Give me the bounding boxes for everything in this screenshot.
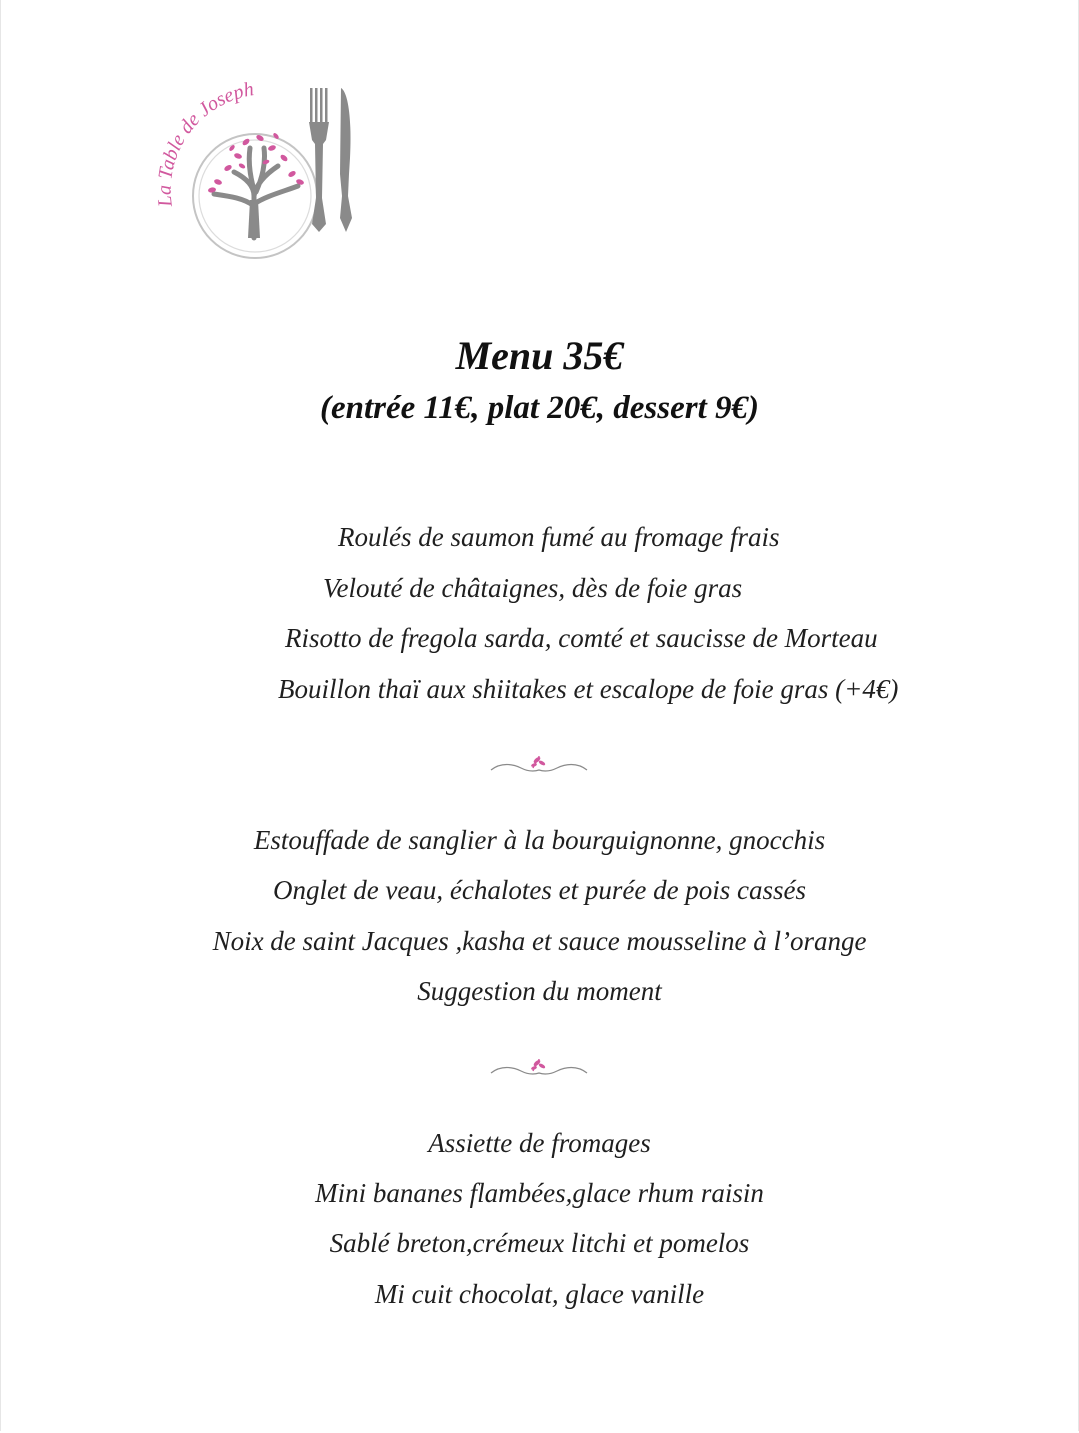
- logo-text: La Table de Joseph: [153, 78, 256, 208]
- dessert-item: Mini bananes flambées,glace rhum raisin: [315, 1178, 764, 1208]
- dessert-item: Assiette de fromages: [428, 1128, 651, 1158]
- main-item: Onglet de veau, échalotes et purée de pois cassés: [272, 875, 807, 905]
- floral-divider-icon: [487, 752, 591, 780]
- starter-item: Roulés de saumon fumé au fromage frais: [338, 522, 780, 552]
- main-item: Noix de saint Jacques ,kasha et sauce mousseline à l’orange: [212, 926, 867, 956]
- dessert-item: Sablé breton,crémeux litchi et pomelos: [329, 1228, 750, 1258]
- starter-item: Velouté de châtaignes, dès de foie gras: [323, 573, 743, 603]
- restaurant-logo: [150, 78, 365, 263]
- starter-item: Risotto de fregola sarda, comté et saucisse de Morteau: [285, 623, 878, 653]
- dessert-item: Mi cuit chocolat, glace vanille: [374, 1279, 705, 1309]
- fork-icon: [309, 88, 329, 232]
- menu-subtitle: (entrée 11€, plat 20€, dessert 9€): [319, 390, 760, 426]
- floral-divider-icon: [487, 1055, 591, 1083]
- main-item: Estouffade de sanglier à la bourguignonne, gnocchis: [253, 825, 826, 855]
- svg-text:La Table de Joseph: [154, 78, 256, 209]
- menu-title: Menu 35€: [455, 333, 624, 378]
- starter-item: Bouillon thaï aux shiitakes et escalope de foie gras (+4€): [278, 674, 899, 704]
- knife-icon: [340, 88, 352, 232]
- tree-icon: [208, 132, 305, 238]
- main-item: Suggestion du moment: [417, 976, 662, 1006]
